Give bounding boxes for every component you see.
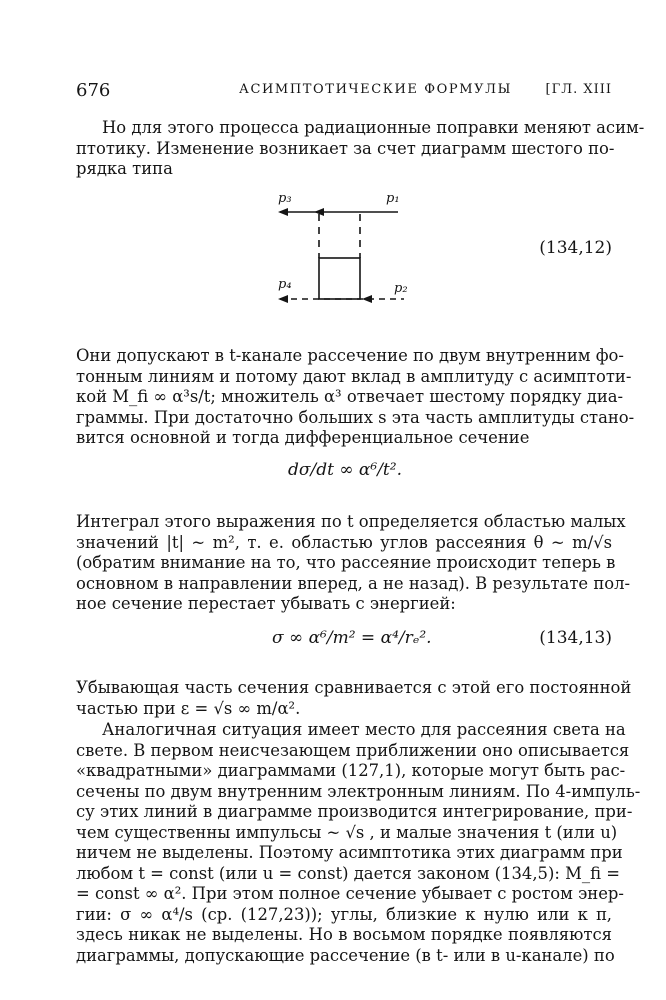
text-line: кой M_fi ∞ α³s/t; множитель α³ отвечает шестому порядку диа- [76,387,624,406]
text-line: тонным линиям и потому дают вклад в амплитуду с асимптоти- [76,366,632,386]
text-line: частью при ε = √s ∞ m/α². [76,698,301,718]
text-line: птотику. Изменение возникает за счет диаграмм шестого по- [76,138,615,158]
label-p1: p₁ [386,191,400,206]
text-line: = const ∞ α². При этом полное сечение убывает с ростом энер- [76,884,624,903]
text-line: Убывающая часть сечения сравнивается с этой его постоянной [76,678,632,697]
text-line: основном в направлении вперед, а не назад). В результате пол- [76,573,631,593]
paragraph-intro [76,118,645,180]
feynman-diagram [268,182,418,312]
text-line: (обратим внимание на то, что рассеяние происходит теперь в [76,553,616,572]
text-line: здесь никак не выделены. Но в восьмом порядке появляются [76,925,612,944]
electron-loop [319,258,360,299]
label-p3: p₃ [278,191,292,206]
text-line: Аналогичная ситуация имеет место для рассеяния света на [102,720,626,739]
text-line: «квадратными» диаграммами (127,1), которые могут быть рас- [76,761,626,780]
equation-number-134-12: (134,12) [539,238,612,258]
formula-cross-section: dσ/dt ∞ α⁶/t². [288,460,402,480]
text-line: Интеграл этого выражения по t определяется областью малых [76,512,626,531]
paragraph-light-scattering [76,720,641,966]
text-line: рядка типа [76,159,173,178]
text-line: Они допускают в t-канале рассечение по двум внутренним фо- [76,346,624,365]
label-p2: p₂ [394,281,408,296]
running-title: АСИМПТОТИЧЕСКИЕ ФОРМУЛЫ [239,82,512,97]
text-line: значений |t| ~ m², т. е. областью углов рассеяния θ ~ m/√s [76,532,612,552]
paragraph-decreasing-part [76,678,632,719]
arrow-p2-icon [362,295,372,303]
chapter-label: [ГЛ. XIII [545,82,612,97]
text-line: ное сечение перестает убывать с энергией: [76,594,456,613]
text-line: вится основной и тогда дифференциальное сечение [76,428,530,447]
page-number: 676 [76,80,111,101]
label-p4: p₄ [278,277,292,292]
text-line: граммы. При достаточно больших s эта часть амплитуды стано- [76,407,635,427]
text-line: ничем не выделены. Поэтому асимптотика этих диаграмм при [76,843,623,862]
arrow-p4-icon [278,295,288,303]
text-line: сечены по двум внутренним электронным линиям. По 4-импуль- [76,781,641,801]
equation-number-134-13: (134,13) [539,628,612,648]
text-line: гии: σ ∞ α⁴/s (ср. (127,23)); углы, близкие к нулю или к π, [76,904,612,924]
text-line: диаграммы, допускающие рассечение (в t- или в u-канале) по [76,945,615,965]
arrow-p3-icon [278,208,288,216]
text-line: чем существенны импульсы ~ √s , и малые значения t (или u) [76,822,618,842]
diagram-svg [268,182,418,312]
formula-total-cross-section: σ ∞ α⁶/m² = α⁴/rₑ². [272,628,432,648]
page-header [76,80,612,104]
text-line: су этих линий в диаграмме производится интегрирование, при- [76,802,633,821]
paragraph-t-channel [76,346,635,449]
text-line: любом t = const (или u = const) дается законом (134,5): M_fi = [76,863,620,883]
text-line: Но для этого процесса радиационные поправки меняют асим- [102,118,645,137]
paragraph-integral [76,512,631,615]
text-line: свете. В первом неисчезающем приближении оно описывается [76,740,630,760]
